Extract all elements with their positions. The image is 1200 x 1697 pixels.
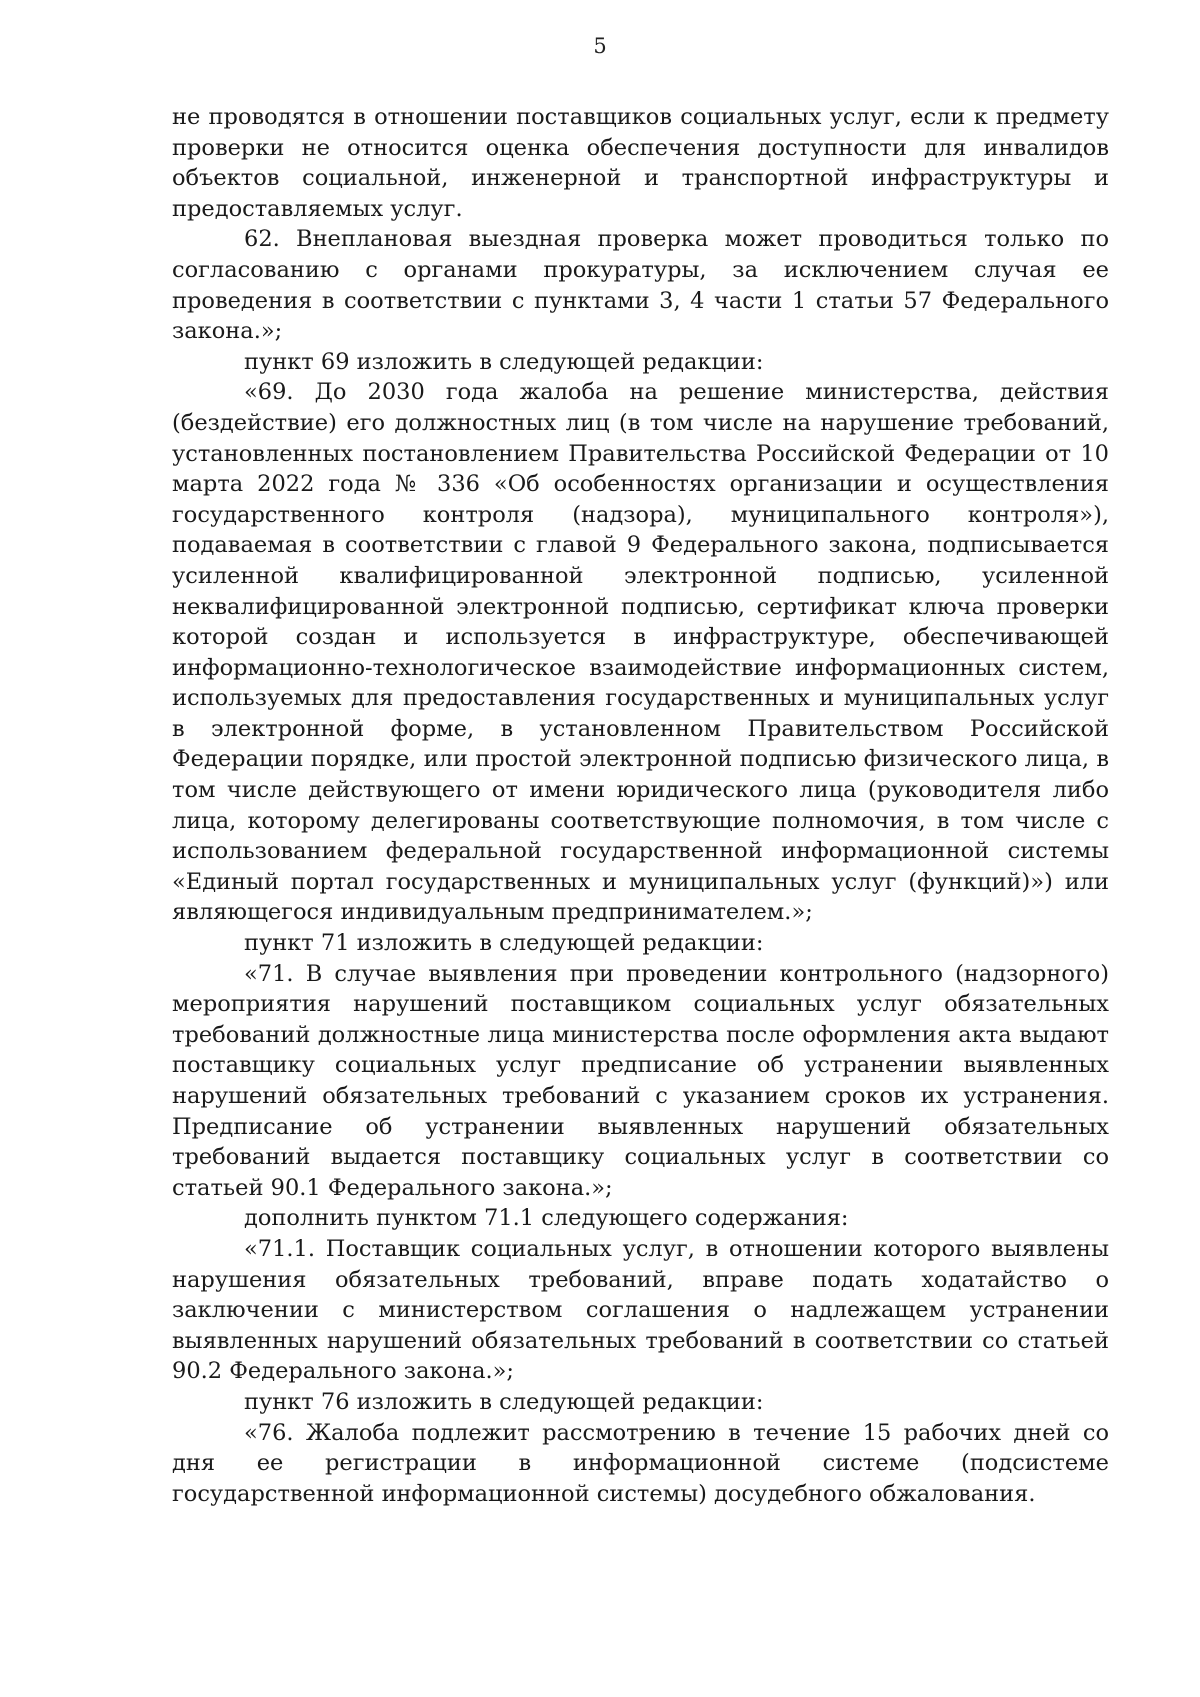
- paragraph-amend-71: пункт 71 изложить в следующей редакции:: [244, 930, 764, 957]
- paragraph-amend-71-1: дополнить пунктом 71.1 следующего содержания:: [244, 1205, 849, 1232]
- paragraph-amend-76: пункт 76 изложить в следующей редакции:: [244, 1388, 764, 1415]
- page-number: 5: [593, 34, 607, 58]
- paragraph-amend-69: пункт 69 изложить в следующей редакции:: [244, 348, 764, 375]
- paragraph-continuation: не проводятся в отношении поставщиков социальных услуг, если к предмету проверки не относится оценка обеспечения доступности для инвалидов объектов социальной, инженерной и транспортной инфраструктуры и предоставляемых услуг.: [172, 104, 1109, 222]
- paragraph-item-71: «71. В случае выявления при проведении контрольного (надзорного) мероприятия нарушений поставщиком социальных услуг обязательных требований должностные лица министерства после оформления акта выдают поставщику социальных услуг предписание об устранении выявленных нарушений обязательных требований с указанием сроков их устранения. Предписание об устранении выявленных нарушений обязательных требований выдается поставщику социальных услуг в соответствии со статьей 90.1 Федерального закона.»;: [172, 960, 1109, 1201]
- document-body: [172, 102, 1109, 1509]
- paragraph-item-76: «76. Жалоба подлежит рассмотрению в течение 15 рабочих дней со дня ее регистрации в информационной системе (подсистеме государственной информационной системы) досудебного обжалования.: [172, 1419, 1109, 1507]
- paragraph-item-71-1: «71.1. Поставщик социальных услуг, в отношении которого выявлены нарушения обязательных требований, вправе подать ходатайство о заключении с министерством соглашения о надлежащем устранении выявленных нарушений обязательных требований в соответствии со статьей 90.2 Федерального закона.»;: [172, 1235, 1109, 1385]
- paragraph-item-62: 62. Внеплановая выездная проверка может проводиться только по согласованию с органами прокуратуры, за исключением случая ее проведения в соответствии с пунктами 3, 4 части 1 статьи 57 Федерального закона.»;: [172, 226, 1109, 345]
- paragraph-item-69: «69. До 2030 года жалоба на решение министерства, действия (бездействие) его должностных лиц (в том числе на нарушение требований, установленных постановлением Правительства Российской Федерации от 10 марта 2022 года № 336 «Об особенностях организации и осуществления государственного контроля (надзора), муниципального контроля»), подаваемая в соответствии с главой 9 Федерального закона, подписывается усиленной квалифицированной электронной подписью, усиленной неквалифицированной электронной подписью, сертификат ключа проверки которой создан и используется в инфраструктуре, обеспечивающей информационно-технологическое взаимодействие информационных систем, используемых для предоставления государственных и муниципальных услуг в электронной форме, в установленном Правительством Российской Федерации порядке, или простой электронной подписью физического лица, в том числе действующего от имени юридического лица (руководителя либо лица, которому делегированы соответствующие полномочия, в том числе с использованием федеральной государственной информационной системы «Единый портал государственных и муниципальных услуг (функций)») или являющегося индивидуальным предпринимателем.»;: [172, 379, 1109, 926]
